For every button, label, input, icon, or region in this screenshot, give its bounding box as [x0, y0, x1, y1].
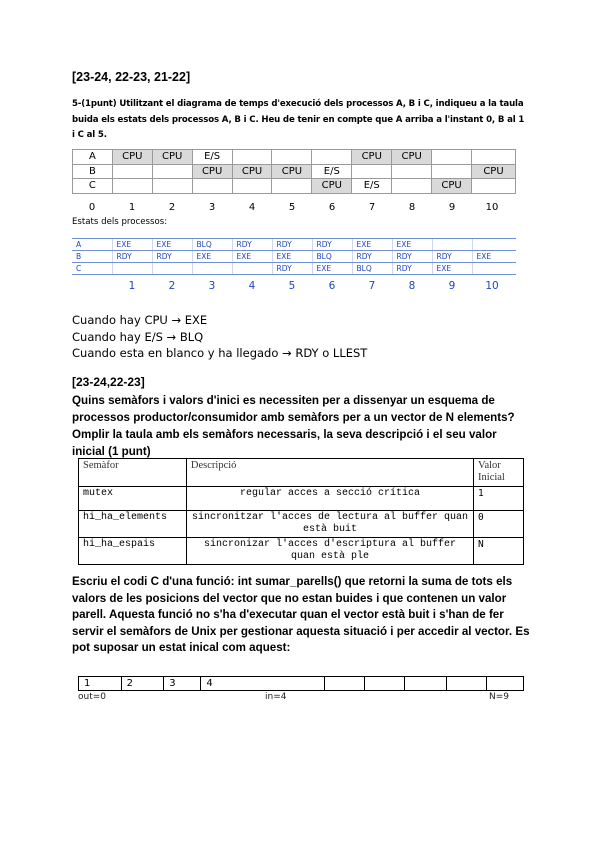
states-time-label: 6 — [328, 280, 336, 292]
sem-row-name: mutex — [79, 487, 187, 511]
states-cell: RDY — [112, 251, 152, 263]
gantt-cell — [432, 164, 472, 179]
states-row — [72, 251, 516, 263]
vector-cell — [405, 677, 447, 691]
states-cell: EXE — [232, 251, 272, 263]
gantt-time-label: 0 — [88, 202, 96, 213]
question-semaphores-text: Quins semàfors i valors d'inici es necessiten per a dissenyar un esquema de processos productor/consumidor amb semàfors per a un vector de N elements? Omplir la taula amb els semàfors necessaris, la seva descripció i el seu valor inicial (1 punt) — [72, 394, 515, 458]
sem-header-value: Valor Inicial — [474, 459, 524, 487]
header-years: [23-24, 22-23, 21-22] — [72, 70, 191, 84]
states-cell: RDY — [272, 239, 312, 251]
header-years-2: [23-24,22-23] — [72, 375, 145, 389]
gantt-row — [73, 164, 516, 179]
gantt-time-label: 6 — [328, 202, 336, 213]
states-time-label: 7 — [368, 280, 376, 292]
states-cell: BLQ — [192, 239, 232, 251]
question-5-text: 5-(1punt) Utilitzant el diagrama de temps d'execució dels processos A, B i C, indiqueu a la taula buida els estats dels processos A, B i C. Heu de tenir en compte que A arriba a l'instant 0, B al 1 i C al 5. — [72, 99, 525, 140]
gantt-cell — [152, 164, 192, 179]
states-row — [72, 263, 516, 275]
vector-in-label: in=4 — [265, 692, 287, 702]
states-cell: RDY — [432, 251, 472, 263]
states-cell: EXE — [432, 263, 472, 275]
states-cell — [472, 263, 516, 275]
gantt-time-label: 7 — [368, 202, 376, 213]
sem-header-name: Semàfor — [79, 459, 187, 487]
gantt-table — [72, 149, 516, 194]
states-time-label: 5 — [288, 280, 296, 292]
rule-blank: Cuando esta en blanco y ha llegado → RDY o LLEST — [72, 346, 368, 360]
gantt-cell: CPU — [472, 164, 516, 179]
states-cell — [472, 239, 516, 251]
sem-row-desc: sincronitzar l'acces de lectura al buffer quan està buit — [186, 511, 473, 538]
gantt-cell — [472, 150, 516, 165]
rule-es: Cuando hay E/S → BLQ — [72, 330, 204, 344]
states-cell — [232, 263, 272, 275]
gantt-cell — [112, 179, 152, 194]
states-cell: RDY — [392, 263, 432, 275]
sem-row-name: hi_ha_elements — [79, 511, 187, 538]
vector-out-label: out=0 — [78, 692, 107, 702]
states-cell: EXE — [112, 239, 152, 251]
vector-cell — [365, 677, 405, 691]
vector-table — [78, 676, 524, 691]
gantt-cell — [312, 150, 352, 165]
sem-row-value: 1 — [474, 487, 524, 511]
question-code-text: Escriu el codi C d'una funció: int sumar_parells() que retorni la suma de tots els valors de les posicions del vector que no estan buides i que contenen un valor parell. Aquesta funció no s'ha d'executar quan el vector està buit i s'han de fer servir el semàfors de Unix per gestionar aquesta situació i per accedir al vector. Es pot suposar un estat inical com aquest: — [72, 575, 530, 654]
states-time-label: 9 — [448, 280, 456, 292]
sem-row-desc: sincronizar l'acces d'escriptura al buffer quan està ple — [186, 538, 473, 565]
gantt-cell: CPU — [312, 179, 352, 194]
gantt-cell — [272, 179, 312, 194]
vector-cell: 1 — [79, 677, 122, 691]
gantt-cell — [392, 164, 432, 179]
gantt-cell — [232, 150, 272, 165]
vector-cell: 4 — [201, 677, 325, 691]
states-time-label: 10 — [485, 280, 499, 292]
semaphore-table — [78, 458, 524, 565]
states-cell: EXE — [352, 239, 392, 251]
gantt-time-label: 10 — [485, 202, 499, 213]
gantt-cell: E/S — [312, 164, 352, 179]
sem-header-desc: Descripció — [186, 459, 473, 487]
gantt-cell: CPU — [192, 164, 232, 179]
vector-n-label: N=9 — [489, 692, 509, 702]
states-cell — [192, 263, 232, 275]
vector-cell — [447, 677, 487, 691]
gantt-cell — [112, 164, 152, 179]
gantt-cell: CPU — [112, 150, 152, 165]
gantt-cell — [432, 150, 472, 165]
sem-row-name: hi_ha_espais — [79, 538, 187, 565]
states-cell: RDY — [272, 263, 312, 275]
gantt-cell: CPU — [392, 150, 432, 165]
states-cell — [152, 263, 192, 275]
gantt-time-label: 2 — [168, 202, 176, 213]
vector-cell: 3 — [164, 677, 201, 691]
sem-row-value: 0 — [474, 511, 524, 538]
gantt-cell — [472, 179, 516, 194]
gantt-time-label: 5 — [288, 202, 296, 213]
vector-cell — [487, 677, 524, 691]
states-cell: EXE — [472, 251, 516, 263]
gantt-time-label: 3 — [208, 202, 216, 213]
states-time-label: 4 — [248, 280, 256, 292]
gantt-cell: E/S — [192, 150, 232, 165]
states-cell: EXE — [152, 239, 192, 251]
gantt-cell — [272, 150, 312, 165]
states-time-label: 3 — [208, 280, 216, 292]
sem-row-desc: regular acces a secció crítica — [186, 487, 473, 511]
gantt-cell: CPU — [152, 150, 192, 165]
states-cell: RDY — [352, 251, 392, 263]
gantt-cell — [232, 179, 272, 194]
gantt-row — [73, 179, 516, 194]
estats-title: Estats dels processos: — [72, 217, 168, 227]
gantt-cell: CPU — [272, 164, 312, 179]
gantt-cell: CPU — [432, 179, 472, 194]
states-cell: RDY — [152, 251, 192, 263]
gantt-cell — [392, 179, 432, 194]
states-time-label: 2 — [168, 280, 176, 292]
states-cell — [432, 239, 472, 251]
gantt-process-label: C — [73, 179, 113, 194]
states-cell: EXE — [272, 251, 312, 263]
states-process-label: C — [72, 263, 112, 275]
states-cell — [112, 263, 152, 275]
gantt-cell — [152, 179, 192, 194]
states-cell: EXE — [192, 251, 232, 263]
states-cell: BLQ — [352, 263, 392, 275]
vector-cell: 2 — [121, 677, 164, 691]
states-cell: RDY — [392, 251, 432, 263]
states-cell: BLQ — [312, 251, 352, 263]
states-row — [72, 239, 516, 251]
gantt-process-label: B — [73, 164, 113, 179]
sem-row-value: N — [474, 538, 524, 565]
gantt-time-label: 9 — [448, 202, 456, 213]
states-process-label: B — [72, 251, 112, 263]
gantt-row — [73, 150, 516, 165]
states-cell: RDY — [232, 239, 272, 251]
gantt-time-label: 8 — [408, 202, 416, 213]
states-time-label: 1 — [128, 280, 136, 292]
states-table — [72, 238, 516, 275]
gantt-cell — [192, 179, 232, 194]
gantt-time-label: 4 — [248, 202, 256, 213]
gantt-cell: CPU — [232, 164, 272, 179]
gantt-time-label: 1 — [128, 202, 136, 213]
states-cell: EXE — [392, 239, 432, 251]
states-cell: RDY — [312, 239, 352, 251]
states-time-label: 8 — [408, 280, 416, 292]
vector-cell — [324, 677, 364, 691]
states-process-label: A — [72, 239, 112, 251]
gantt-cell: E/S — [352, 179, 392, 194]
rule-cpu: Cuando hay CPU → EXE — [72, 313, 208, 327]
gantt-cell — [352, 164, 392, 179]
gantt-process-label: A — [73, 150, 113, 165]
states-cell: EXE — [312, 263, 352, 275]
gantt-cell: CPU — [352, 150, 392, 165]
